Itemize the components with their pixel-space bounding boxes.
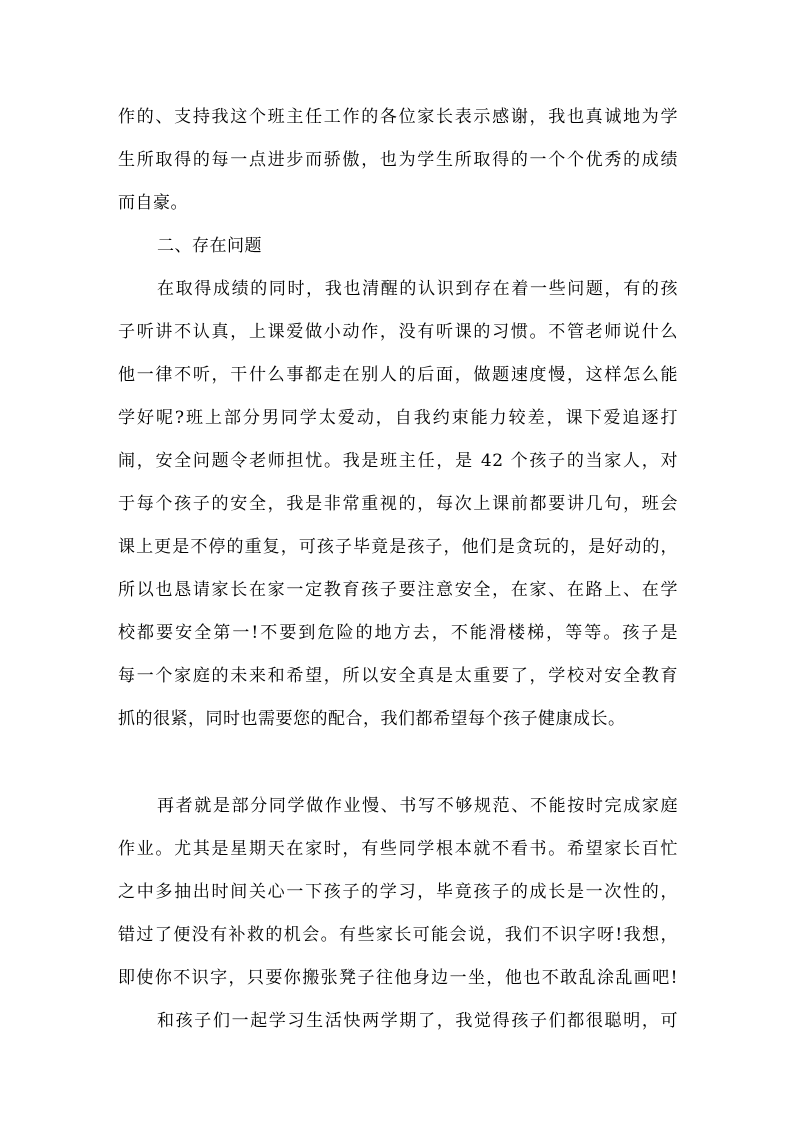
text-line-1: 作的、支持我这个班主任工作的各位家长表示感谢，我也真诚地为学 bbox=[118, 107, 678, 127]
text-line-13: 校都要安全第一!不要到危险的地方去，不能滑楼梯，等等。孩子是 bbox=[118, 623, 678, 643]
text-line-2: 生所取得的每一点进步而骄傲，也为学生所取得的一个个优秀的成绩 bbox=[118, 150, 678, 170]
text-line-11: 课上更是不停的重复，可孩子毕竟是孩子，他们是贪玩的，是好动的， bbox=[118, 537, 678, 557]
text-line-3: 而自豪。 bbox=[118, 193, 188, 213]
text-line-19: 错过了便没有补救的机会。有些家长可能会说，我们不识字呀!我想， bbox=[118, 925, 678, 945]
text-line-21: 和孩子们一起学习生活快两学期了，我觉得孩子们都很聪明，可 bbox=[157, 1011, 678, 1031]
text-line-17: 作业。尤其是星期天在家时，有些同学根本就不看书。希望家长百忙 bbox=[118, 839, 678, 859]
text-line-8: 学好呢?班上部分男同学太爱动，自我约束能力较差，课下爱追逐打 bbox=[118, 408, 678, 428]
text-line-18: 之中多抽出时间关心一下孩子的学习，毕竟孩子的成长是一次性的， bbox=[118, 882, 678, 902]
text-line-6: 子听讲不认真，上课爱做小动作，没有听课的习惯。不管老师说什么 bbox=[118, 322, 678, 342]
text-line-15: 抓的很紧，同时也需要您的配合，我们都希望每个孩子健康成长。 bbox=[118, 709, 626, 729]
text-line-7: 他一律不听，干什么事都走在别人的后面，做题速度慢，这样怎么能 bbox=[118, 365, 678, 385]
text-line-14: 每一个家庭的未来和希望，所以安全真是太重要了，学校对安全教育 bbox=[118, 666, 678, 686]
text-line-12: 所以也恳请家长在家一定教育孩子要注意安全，在家、在路上、在学 bbox=[118, 580, 678, 600]
text-line-5: 在取得成绩的同时，我也清醒的认识到存在着一些问题，有的孩 bbox=[157, 279, 678, 299]
text-line-16: 再者就是部分同学做作业慢、书写不够规范、不能按时完成家庭 bbox=[157, 796, 678, 816]
text-line-9: 闹，安全问题令老师担忧。我是班主任，是 42 个孩子的当家人，对 bbox=[118, 451, 678, 471]
text-line-10: 于每个孩子的安全，我是非常重视的，每次上课前都要讲几句，班会 bbox=[118, 494, 678, 514]
text-line-20: 即使你不识字，只要你搬张凳子往他身边一坐，他也不敢乱涂乱画吧! bbox=[118, 968, 678, 988]
section-heading: 二、存在问题 bbox=[157, 236, 262, 256]
